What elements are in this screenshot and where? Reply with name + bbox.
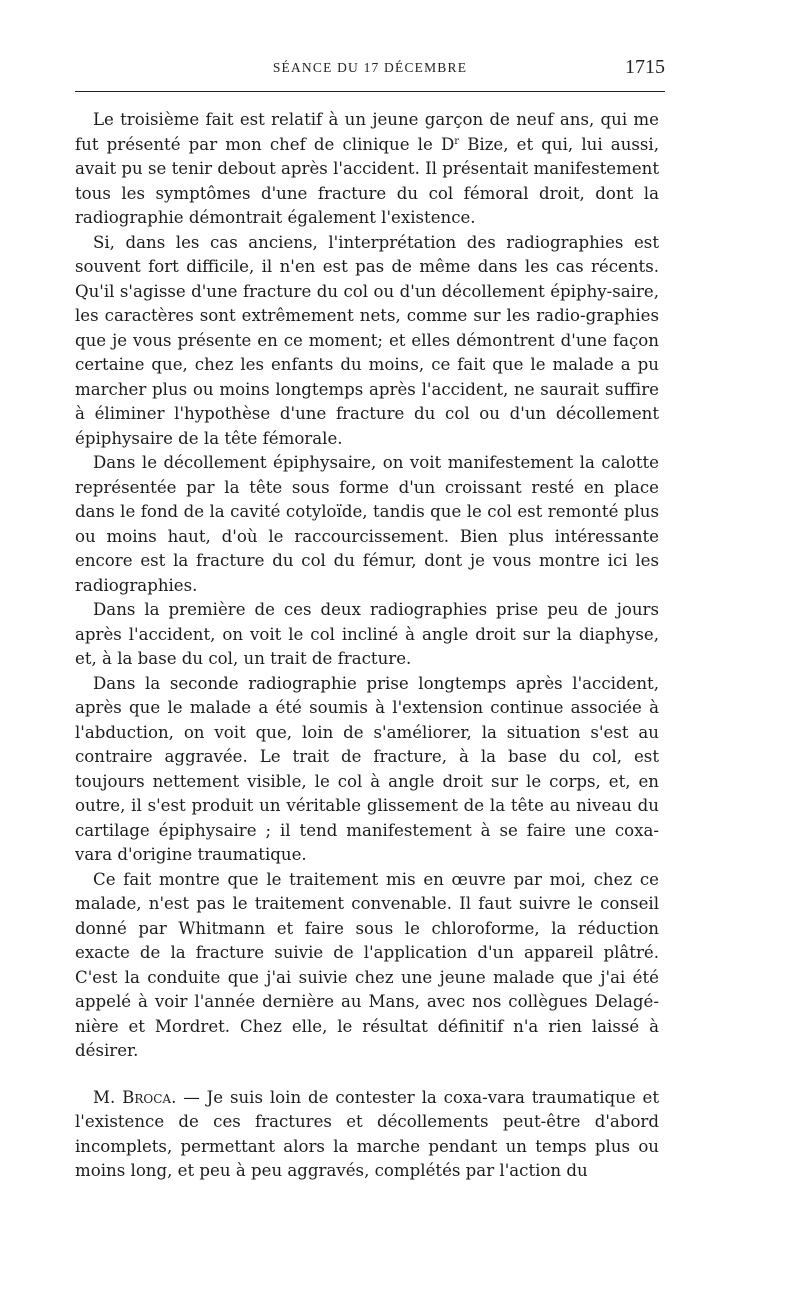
paragraph: Dans la première de ces deux radiographies prise peu de jours après l'accident, on voit le col incliné à angle droit sur la diaphyse, et, à la base du col, un trait de fracture. <box>75 600 659 668</box>
body-text <box>75 108 659 1184</box>
paragraph-text: Bize, et qui, lui aussi, avait pu se tenir debout après l'accident. Il présentait manifestement tous les symptômes d'une fracture du col fémoral droit, dont la radiographie démontrait également l'existence. <box>75 134 659 227</box>
paragraph-text: Le troisième fait est relatif à un jeune garçon de neuf ans, qui me fut présenté par mon chef de clinique le D <box>75 110 659 154</box>
paragraph: Dans le décollement épiphysaire, on voit manifestement la calotte représentée par la tête sous forme d'un croissant resté en place dans le fond de la cavité cotyloïde, tandis que le col est remonté plus ou moins haut, d'où le raccourcissement. Bien plus intéressante encore est la fracture du col du fémur, dont je vous montre ici les radiographies. <box>75 453 659 595</box>
speaker-name: Broca <box>122 1087 172 1107</box>
paragraph: Dans la seconde radiographie prise longtemps après l'accident, après que le malade a été soumis à l'extension continue associée à l'abduction, on voit que, loin de s'améliorer, la situation s'est au contraire aggravée. Le trait de fracture, à la base du col, est toujours nettement visible, le col à angle droit sur le corps, et, en outre, il s'est produit un véritable glissement de la tête au niveau du cartilage épiphysaire ; il tend manifestement à se faire une coxa-vara d'origine traumatique. <box>75 673 659 864</box>
speaker-paragraph <box>75 1086 659 1184</box>
paragraph <box>75 108 659 231</box>
paragraph: Si, dans les cas anciens, l'interprétation des radiographies est souvent fort difficile, il n'en est pas de même dans les cas récents. Qu'il s'agisse d'une fracture du col ou d'un décollement épiphy-saire, les caractères sont extrêmement nets, comme sur les radio-graphies que je vous présente en ce moment; et elles démontrent d'une façon certaine que, chez les enfants du moins, ce fait que le malade a pu marcher plus ou moins longtemps après l'accident, ne saurait suffire à éliminer l'hypothèse d'une fracture du col ou d'un décollement épiphysaire de la tête fémorale. <box>75 232 659 448</box>
page-number: 1715 <box>625 56 665 78</box>
header-rule <box>75 91 665 92</box>
paragraph: Ce fait montre que le traitement mis en œuvre par moi, chez ce malade, n'est pas le traitement convenable. Il faut suivre le conseil donné par Whitmann et faire sous le chloroforme, la réduction exacte de la fracture suivie de l'application d'un appareil plâtré. C'est la conduite que j'ai suivie chez une jeune malade que j'ai été appelé à voir l'année dernière au Mans, avec nos collègues Delagé-nière et Mordret. Chez elle, le résultat définitif n'a rien laissé à désirer. <box>75 869 659 1060</box>
speaker-text: . — Je suis loin de contester la coxa-vara traumatique et l'existence de ces fractures et décollements peut-être d'abord incomplets, permettant alors la marche pendant un temps plus ou moins long, et peu à peu aggravés, complétés par l'action du <box>75 1087 659 1180</box>
superscript: r <box>454 135 460 147</box>
running-head <box>75 58 665 82</box>
speaker-prefix: M. <box>93 1087 123 1107</box>
running-title: SÉANCE DU 17 DÉCEMBRE <box>272 60 468 75</box>
